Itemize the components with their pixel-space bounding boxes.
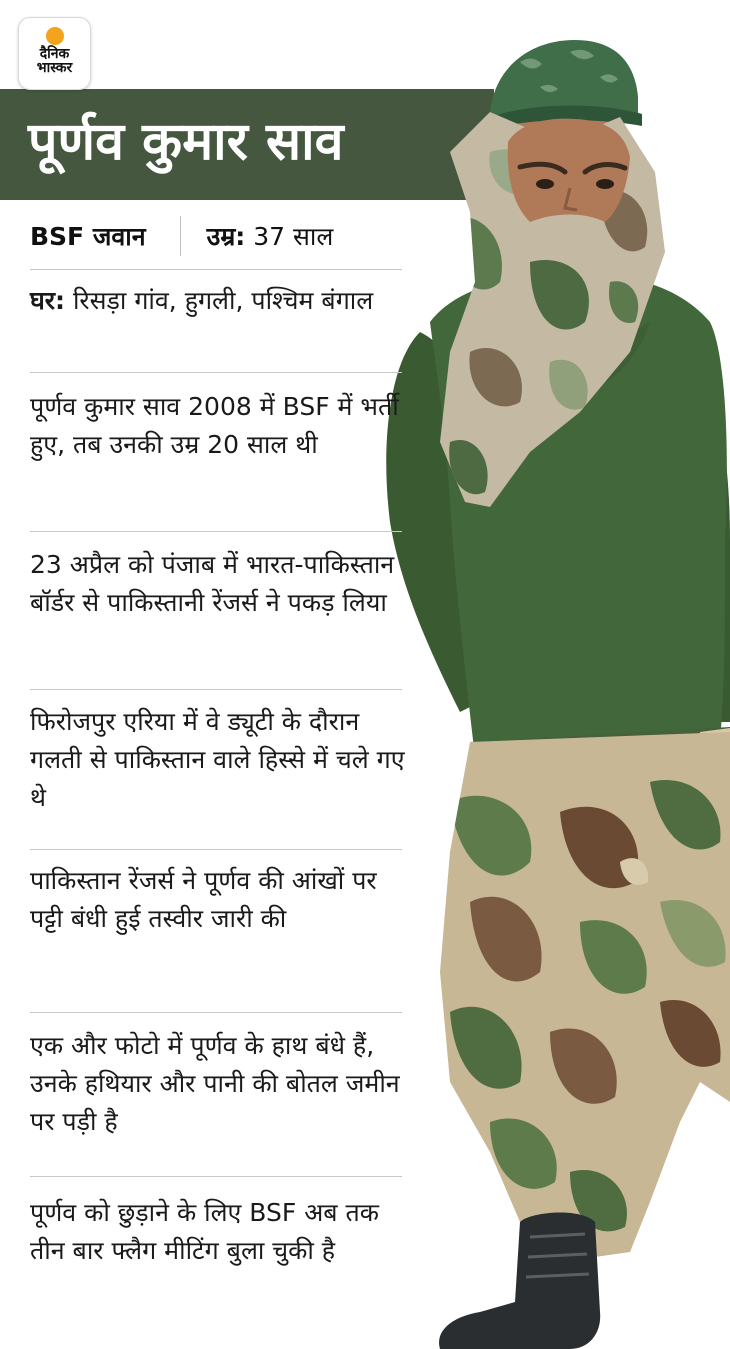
fact-item: एक और फोटो में पूर्णव के हाथ बंधे हैं, उनके हथियार और पानी की बोतल जमीन पर पड़ी है (30, 1031, 400, 1136)
fact-item: पाकिस्तान रेंजर्स ने पूर्णव की आंखों पर पट्टी बंधी हुई तस्वीर जारी की (30, 866, 377, 933)
age-text (207, 219, 334, 253)
logo-text-line1: दैनिक (39, 46, 70, 62)
divider (30, 1176, 402, 1177)
dainik-bhaskar-logo[interactable] (18, 17, 91, 90)
fact-item: 23 अप्रैल को पंजाब में भारत-पाकिस्तान बॉर्डर से पाकिस्तानी रेंजर्स ने पकड़ लिया (30, 550, 395, 617)
divider (30, 689, 402, 690)
home-info (30, 282, 410, 320)
meta-row (30, 205, 402, 267)
role-text: BSF जवान (30, 222, 146, 251)
home-value: रिसड़ा गांव, हुगली, पश्चिम बंगाल (72, 286, 374, 315)
fact-item: पूर्णव कुमार साव 2008 में BSF में भर्ती हुए, तब उनकी उम्र 20 साल थी (30, 392, 399, 459)
logo-wordmark (37, 47, 72, 75)
divider (30, 1012, 402, 1013)
age-value: 37 साल (253, 222, 334, 251)
logo-text-line2: भास्कर (36, 60, 73, 76)
fact-item: पूर्णव को छुड़ाने के लिए BSF अब तक तीन बार फ्लैग मीटिंग बुला चुकी है (30, 1198, 379, 1265)
page-title: पूर्णव कुमार साव (28, 112, 344, 172)
meta-separator (180, 216, 181, 256)
divider (30, 531, 402, 532)
divider (30, 372, 402, 373)
divider (30, 849, 402, 850)
home-label: घर: (30, 286, 65, 315)
soldier-photo (380, 22, 730, 1349)
sun-icon (46, 27, 64, 45)
age-label: उम्र: (206, 222, 246, 251)
divider (30, 269, 402, 270)
fact-item: फिरोजपुर एरिया में वे ड्यूटी के दौरान गलती से पाकिस्तान वाले हिस्से में चले गए थे (30, 707, 405, 812)
